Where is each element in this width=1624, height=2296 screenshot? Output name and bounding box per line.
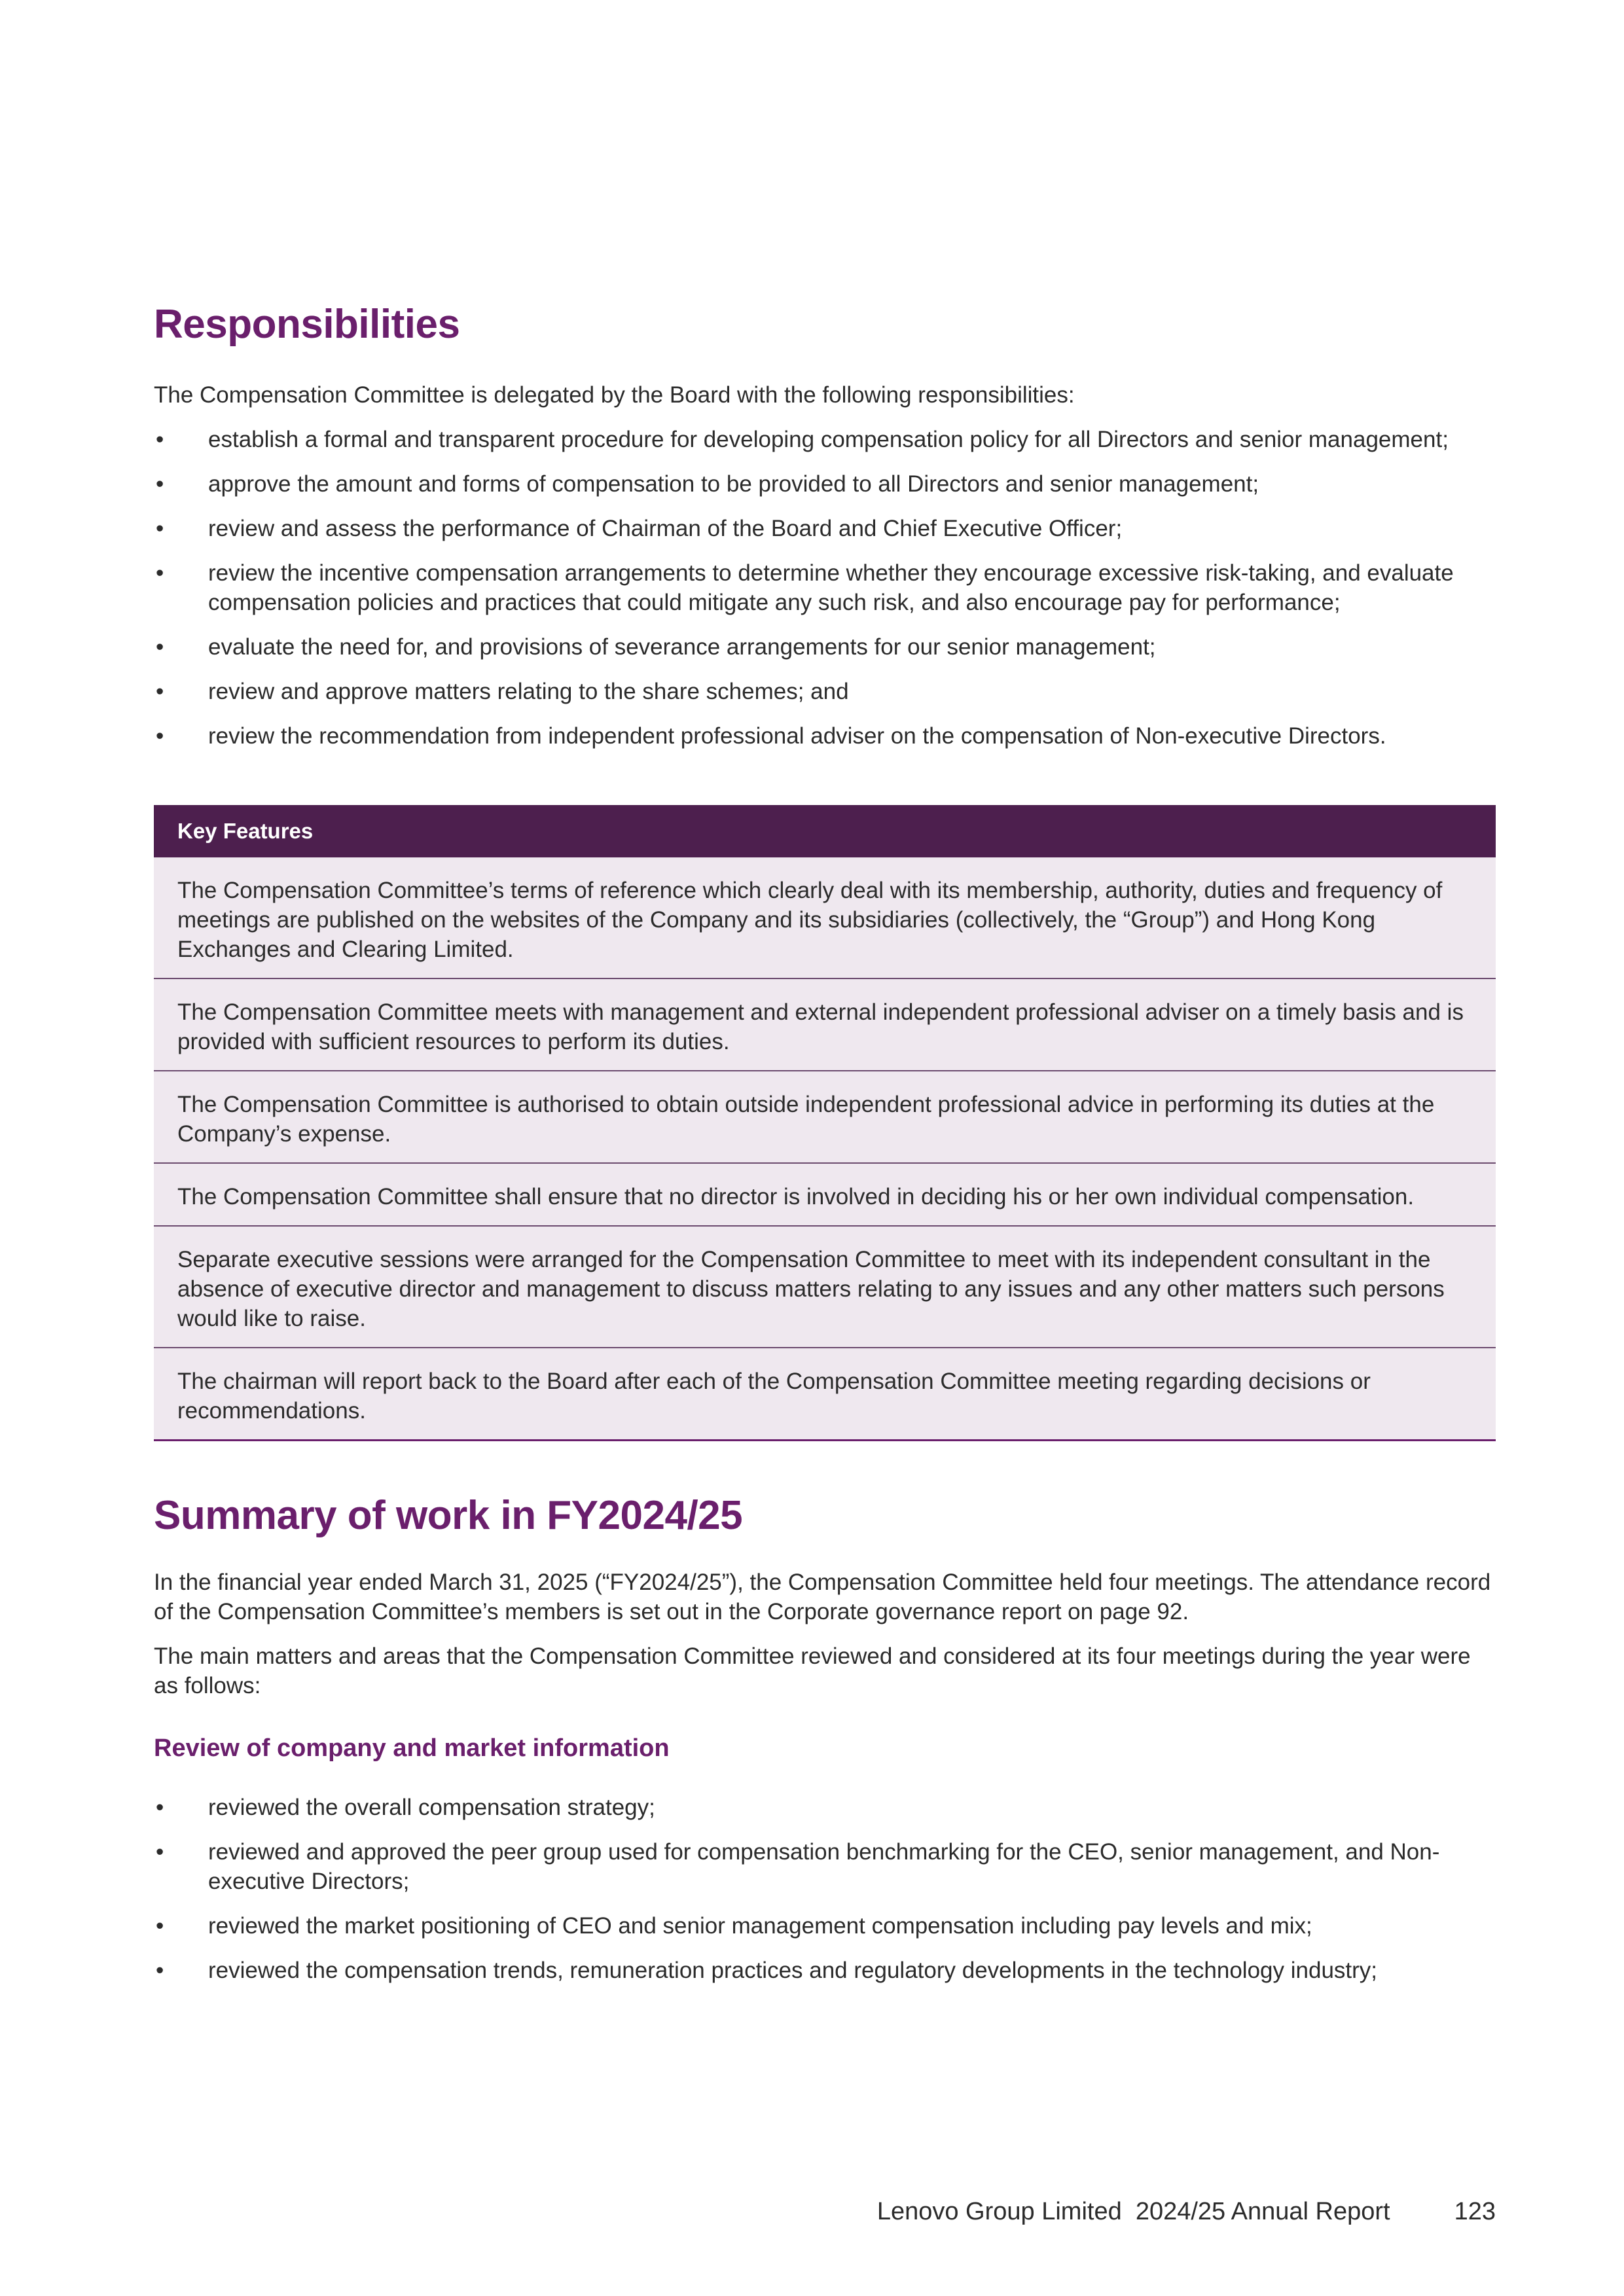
list-item: • review and approve matters relating to the share schemes; and bbox=[154, 677, 1496, 706]
list-item: • review the recommendation from independent professional adviser on the compensation of Non-executive Directors. bbox=[154, 721, 1496, 751]
list-item: • review the incentive compensation arrangements to determine whether they encourage excessive risk-taking, and evaluate compensation policies and practices that could mitigate any such risk, and also encourage pay for performance; bbox=[154, 558, 1496, 617]
responsibilities-title: Responsibilities bbox=[154, 302, 460, 347]
review-list bbox=[154, 1793, 1496, 1985]
bullet-icon: • bbox=[156, 1794, 164, 1820]
table-row: The Compensation Committee is authorised to obtain outside independent professional advice in performing its duties at the Company’s expense. bbox=[154, 1070, 1496, 1162]
summary-paragraph: The main matters and areas that the Compensation Committee reviewed and considered at its four meetings during the year were as follows: bbox=[154, 1643, 1471, 1698]
bullet-icon: • bbox=[156, 1839, 164, 1865]
bullet-icon: • bbox=[156, 1957, 164, 1983]
bullet-icon: • bbox=[156, 634, 164, 660]
bullet-icon: • bbox=[156, 723, 164, 749]
responsibilities-intro: The Compensation Committee is delegated by the Board with the following responsibilities: bbox=[154, 382, 1075, 408]
list-item: • approve the amount and forms of compensation to be provided to all Directors and senior management; bbox=[154, 469, 1496, 499]
list-item: • reviewed and approved the peer group used for compensation benchmarking for the CEO, senior management, and Non-executive Directors; bbox=[154, 1837, 1496, 1896]
list-item: • reviewed the compensation trends, remuneration practices and regulatory developments in the technology industry; bbox=[154, 1956, 1496, 1985]
list-item: • establish a formal and transparent procedure for developing compensation policy for all Directors and senior management; bbox=[154, 425, 1496, 454]
page-footer bbox=[877, 2198, 1496, 2226]
bullet-icon: • bbox=[156, 560, 164, 586]
review-subheading: Review of company and market information bbox=[154, 1734, 670, 1762]
page-content bbox=[154, 301, 1496, 2000]
summary-paragraph: In the financial year ended March 31, 2025 (“FY2024/25”), the Compensation Committee held four meetings. The attendance record of the Compensation Committee’s members is set out in the Corporate governance report on page 92. bbox=[154, 1569, 1491, 1624]
table-row: Separate executive sessions were arranged for the Compensation Committee to meet with its independent consultant in the absence of executive director and management to discuss matters relating to any issues and any other matters such persons would like to raise. bbox=[154, 1225, 1496, 1347]
table-row: The Compensation Committee meets with management and external independent professional adviser on a timely basis and is provided with sufficient resources to perform its duties. bbox=[154, 978, 1496, 1070]
table-row: The chairman will report back to the Board after each of the Compensation Committee meeting regarding decisions or recommendations. bbox=[154, 1347, 1496, 1439]
list-item: • evaluate the need for, and provisions of severance arrangements for our senior management; bbox=[154, 632, 1496, 662]
key-features-header: Key Features bbox=[154, 805, 1496, 857]
footer-text: Lenovo Group Limited 2024/25 Annual Report bbox=[876, 2198, 1390, 2225]
list-item: • review and assess the performance of Chairman of the Board and Chief Executive Officer; bbox=[154, 514, 1496, 543]
responsibilities-list bbox=[154, 425, 1496, 751]
page-number: 123 bbox=[1454, 2198, 1496, 2225]
bullet-icon: • bbox=[156, 1912, 164, 1939]
list-item: • reviewed the overall compensation strategy; bbox=[154, 1793, 1496, 1822]
list-item: • reviewed the market positioning of CEO and senior management compensation including pay levels and mix; bbox=[154, 1911, 1496, 1941]
bullet-icon: • bbox=[156, 427, 164, 453]
bullet-icon: • bbox=[156, 516, 164, 542]
bullet-icon: • bbox=[156, 679, 164, 705]
table-row: The Compensation Committee’s terms of reference which clearly deal with its membership, authority, duties and frequency of meetings are published on the websites of the Company and its subsidiaries (collectively, the “Group”) and Hong Kong Exchanges and Clearing Limited. bbox=[154, 857, 1496, 978]
summary-title: Summary of work in FY2024/25 bbox=[154, 1493, 743, 1539]
bullet-icon: • bbox=[156, 471, 164, 497]
table-row: The Compensation Committee shall ensure that no director is involved in deciding his or her own individual compensation. bbox=[154, 1162, 1496, 1225]
key-features-table bbox=[154, 805, 1496, 1441]
